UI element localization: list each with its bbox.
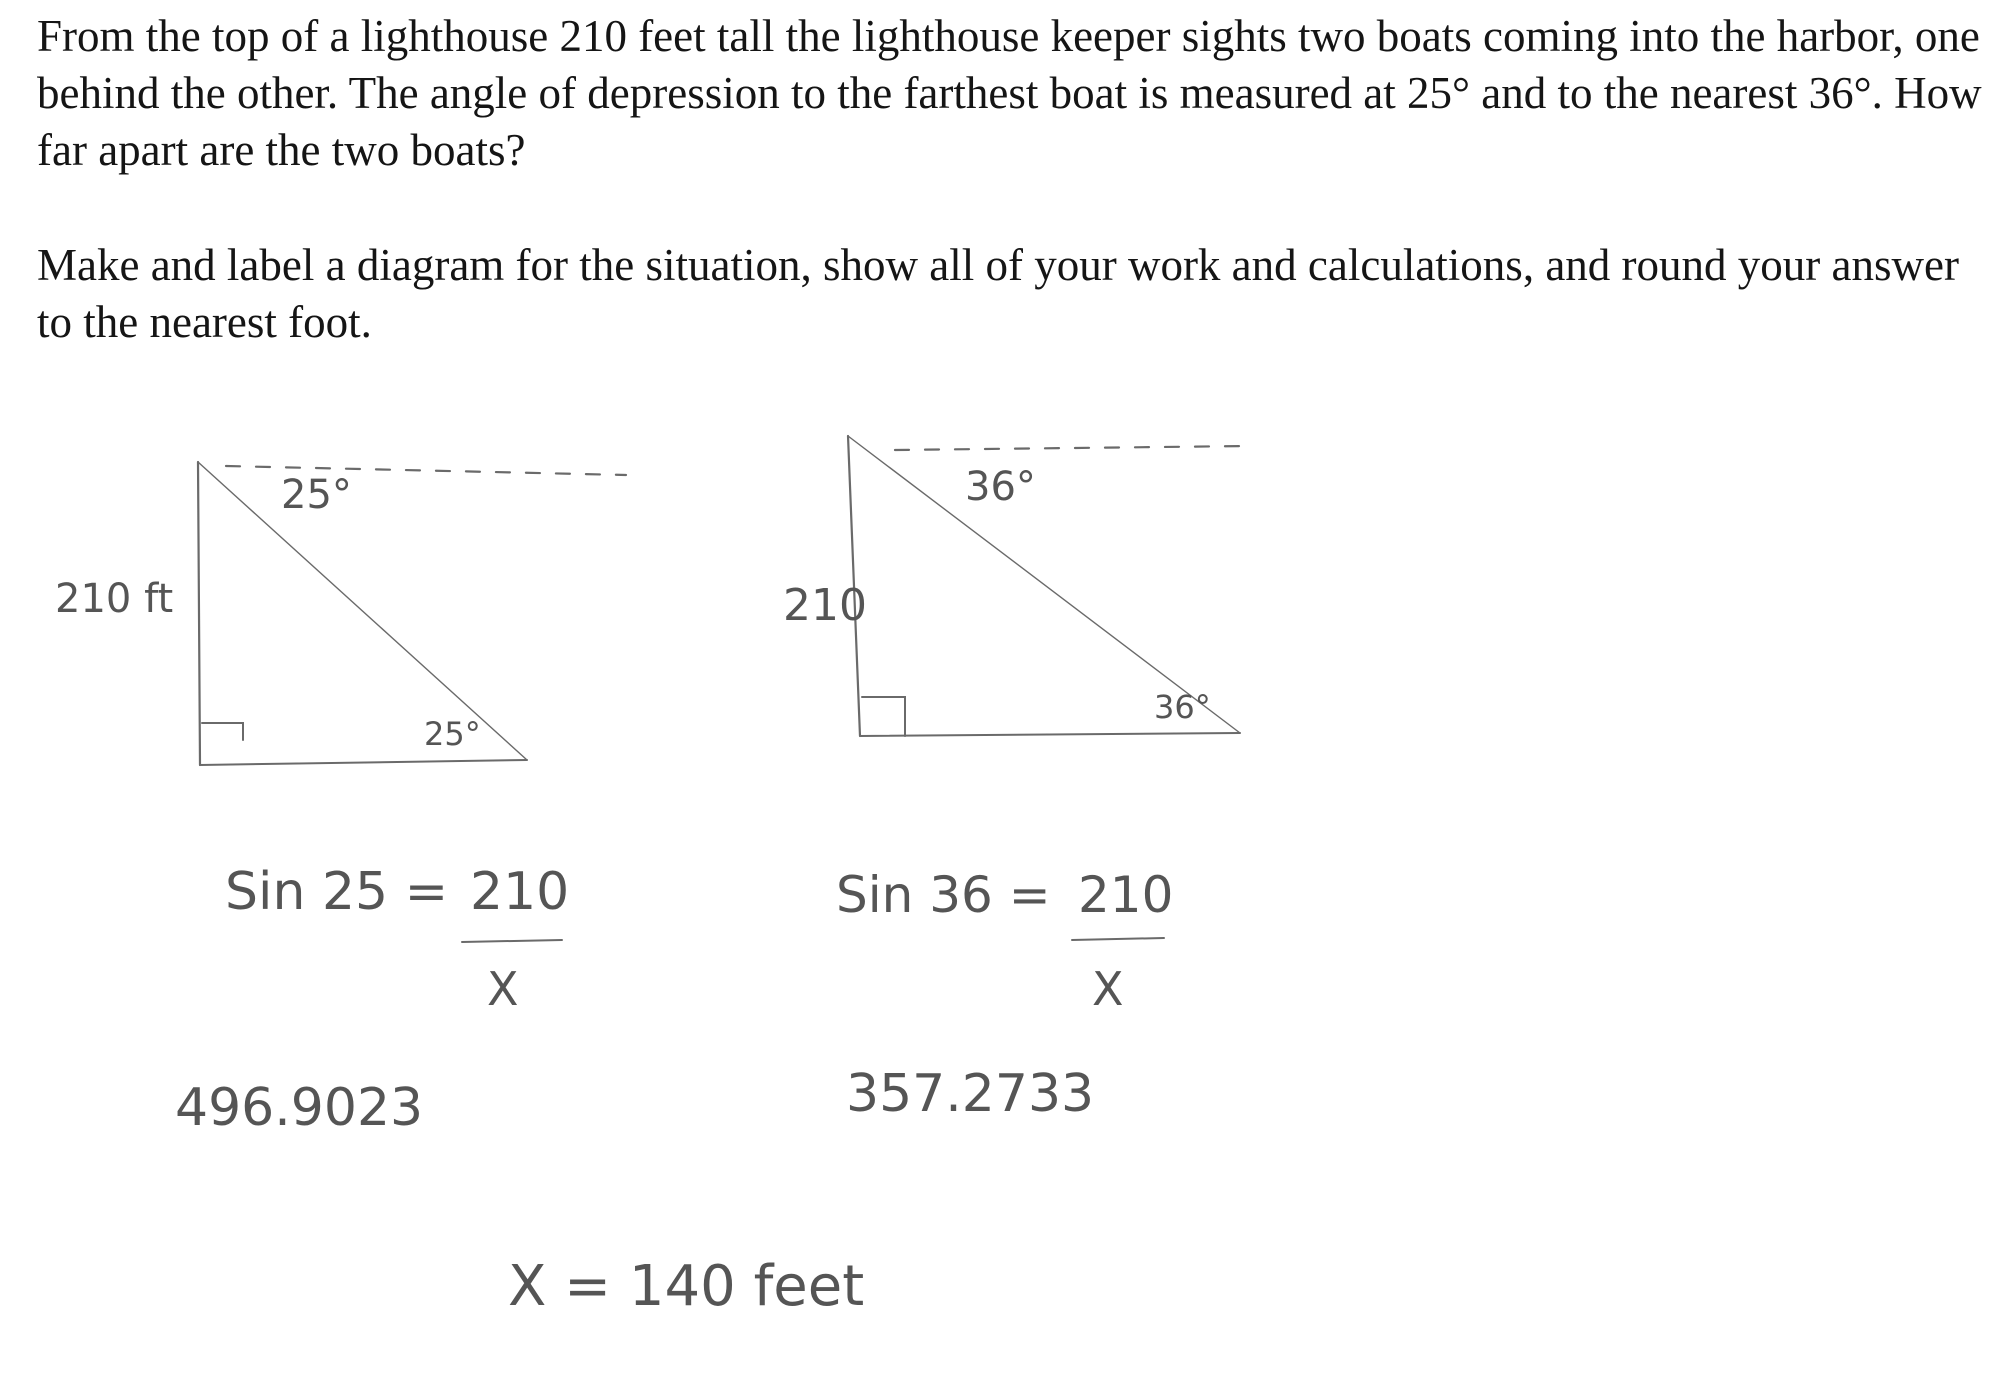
final-answer: X = 140 feet [508, 1254, 865, 1319]
left-result: 496.9023 [175, 1078, 424, 1138]
left-height-label: 210 ft [55, 576, 174, 622]
right-ground-side [860, 733, 1240, 736]
problem-instructions: Make and label a diagram for the situation, show all of your work and calculations, and round your answer to the nearest foot. [37, 240, 1959, 347]
left-ground-side [200, 760, 527, 765]
left-equation-lhs: Sin 25 = [225, 862, 449, 922]
left-lighthouse-side [198, 462, 200, 765]
left-equation-denominator: X [487, 962, 519, 1016]
right-bottom-angle: 36° [1154, 688, 1211, 726]
left-top-angle: 25° [281, 472, 352, 518]
left-equation-numerator: 210 [470, 862, 570, 922]
right-right-angle-mark [862, 697, 905, 736]
left-right-angle-mark [202, 723, 243, 740]
left-fraction-bar [462, 940, 562, 942]
right-horizontal-dashed [895, 446, 1250, 450]
problem-question: From the top of a lighthouse 210 feet tall the lighthouse keeper sights two boats coming into the harbor, one behind the other. The angle of depression to the farthest boat is measured at 25° and to the nearest 36°. How far apart are the two boats? [37, 11, 1982, 175]
right-fraction-bar [1072, 938, 1164, 940]
right-equation-lhs: Sin 36 = [836, 866, 1051, 924]
right-equation-denominator: X [1092, 962, 1124, 1016]
right-top-angle: 36° [965, 464, 1036, 510]
right-result: 357.2733 [846, 1064, 1095, 1124]
right-height-label: 210 [783, 580, 867, 631]
right-equation-numerator: 210 [1078, 866, 1174, 924]
left-triangle [198, 462, 626, 765]
left-bottom-angle: 25° [424, 715, 481, 753]
